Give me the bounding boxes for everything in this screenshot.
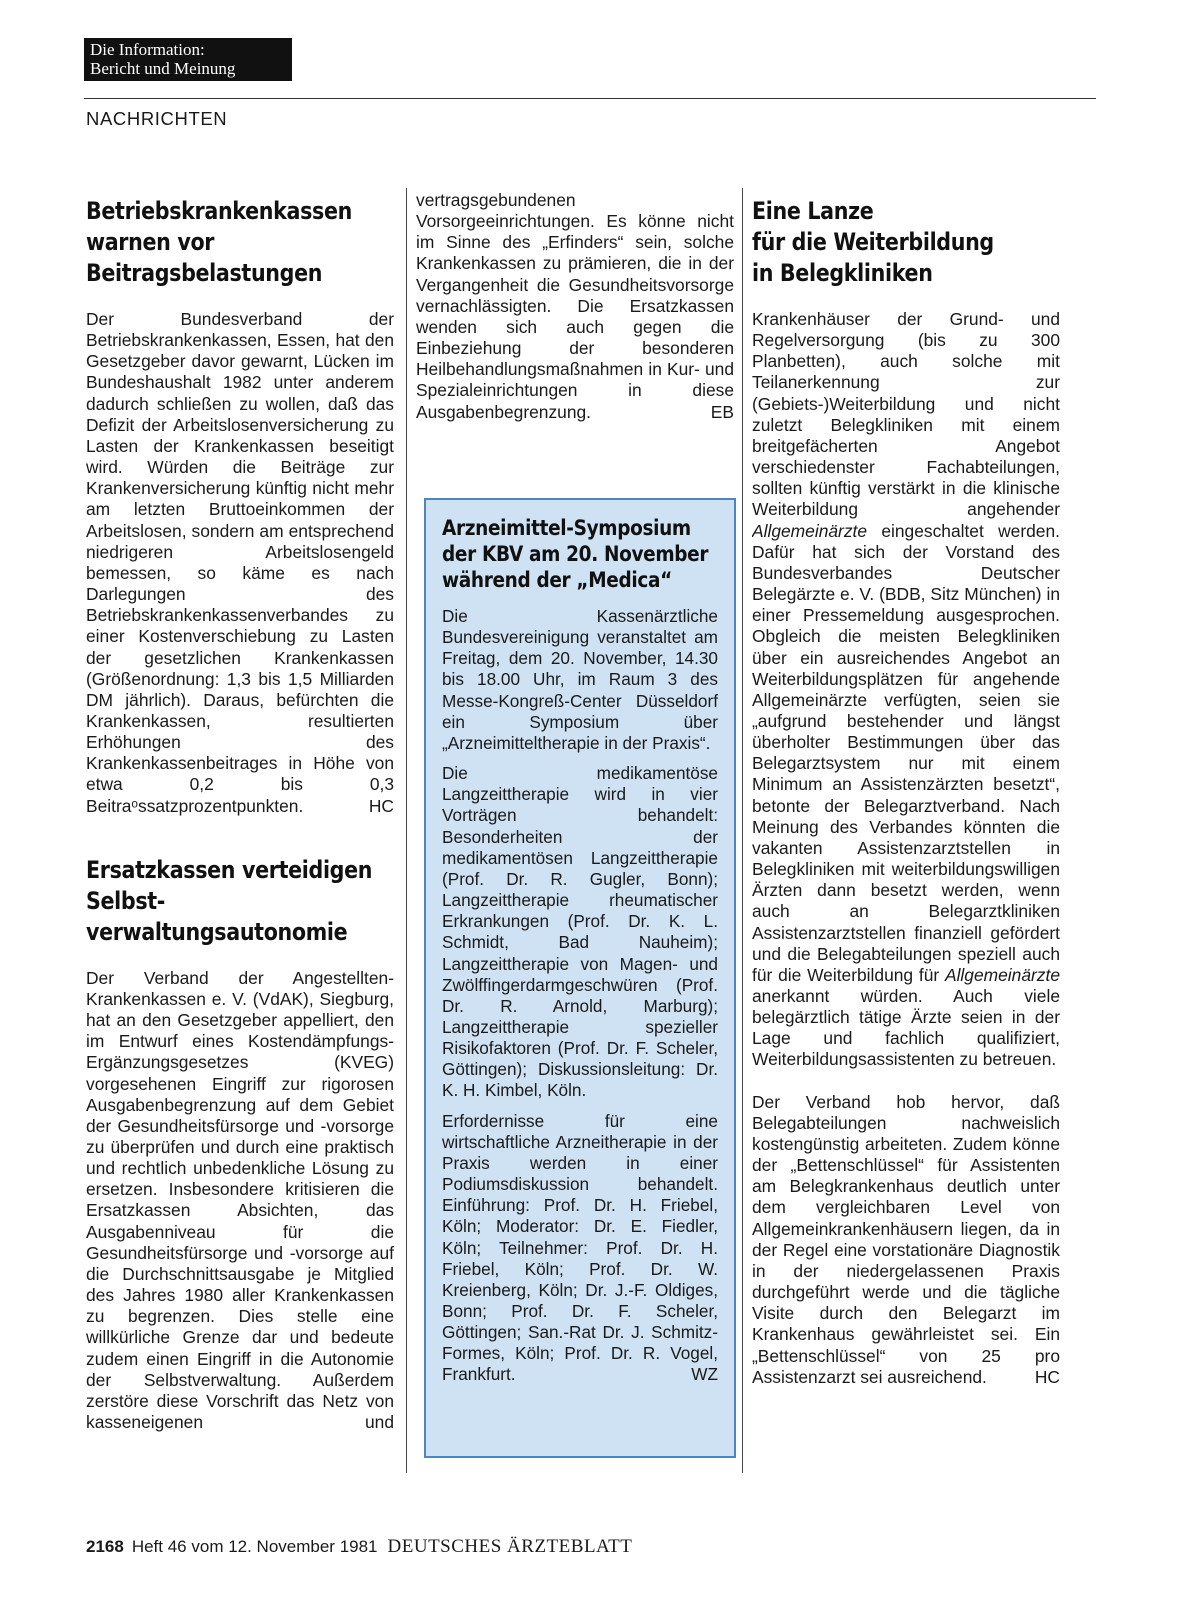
column-1 bbox=[86, 196, 394, 1486]
page-footer bbox=[86, 1536, 632, 1558]
article-2-signature: EB bbox=[710, 401, 734, 422]
article-3-title-line-3: in Belegkliniken bbox=[752, 259, 933, 287]
article-3-title-line-1: Eine Lanze bbox=[752, 197, 874, 225]
article-1-title-line-1: Betriebskrankenkassen bbox=[86, 197, 352, 225]
infobox-paragraph-2: Die medikamentöse Langzeittherapie wird in vier Vorträgen behandelt: Besonderheiten der medikamentösen Langzeittherapie (Prof. Dr. R. Gugler, Bonn); Langzeittherapie rheumatischer Erkrankungen (Prof. Dr. K. L. Schmidt, Bad Nauheim); Langzeittherapie von Magen- und Zwölffingerdarmgeschwüren (Prof. Dr. R. Arnold, Marburg); Langzeittherapie spezieller Risikofaktoren (Prof. Dr. F. Scheler, Göttingen); Diskussionsleitung: Dr. K. H. Kimbel, Köln. bbox=[442, 763, 718, 1101]
article-1-body bbox=[86, 309, 394, 817]
infobox-signature: WZ bbox=[691, 1364, 718, 1385]
article-3-p1-emphasis-2: Allgemeinärzte bbox=[944, 964, 1060, 985]
infobox-title-line-3: während der „Medica“ bbox=[442, 568, 672, 593]
article-3-paragraph-2 bbox=[752, 1092, 1060, 1388]
article-3-paragraph-1 bbox=[752, 309, 1060, 1071]
article-3-p1-emphasis-1: Allgemeinärzte bbox=[752, 520, 868, 541]
article-3-p1-end: anerkannt würden. Auch viele belegärztlich tätige Ärzte seien in der Lage und fachlich qualifiziert, Weiterbildungsassistenten zu betreuen. bbox=[752, 986, 1060, 1070]
article-2-title bbox=[86, 855, 373, 948]
infobox-title-line-2: der KBV am 20. November bbox=[442, 542, 709, 567]
article-2-continuation-text: vertragsgebundenen Vorsorgeeinrichtungen. Es könne nicht im Sinne des „Erfinders“ sein, solche Krankenkassen zu prämieren, die in der Vergangenheit die Gesundheitsvorsorge vernachlässigten. Die Ersatzkassen wenden sich auch gegen die Einbeziehung der besonderen Heilbehandlungsmaßnahmen in Kur- und Spezialeinrichtungen in diese Ausgabenbegrenzung. bbox=[416, 190, 734, 422]
column-divider-1 bbox=[406, 188, 407, 1473]
infobox-title-line-1: Arzneimittel-Symposium bbox=[442, 516, 691, 541]
article-3-p1-middle: eingeschaltet werden. Dafür hat sich der Vorstand des Bundesverbandes Deutscher Belegärzte e. V. (BDB, Sitz München) in einer Pressemeldung ausgesprochen. Obgleich die meisten Belegkliniken über ein ausreichendes Angebot an Weiterbildungsplätzen für angehende Allgemeinärzte verfügten, seien sie „aufgrund bestehender und längst überholter Bestimmungen über das Belegarztsystem nur mit einem Minimum an Assistenzärzten besetzt“, betonte der Belegarztverband. Nach Meinung des Verbandes könnten die vakanten Assistenzarztstellen in Belegkliniken mit weiterbildungswilligen Ärzten dann besetzt werden, wenn auch an Belegarztkliniken Assistenzarztstellen finanziell gefördert und die Belegabteilungen speziell auch für die Weiterbildung für bbox=[752, 520, 1060, 985]
article-1-signature: HC bbox=[368, 795, 394, 816]
article-3-p2-text: Der Verband hob hervor, daß Belegabteilungen nachweislich kostengünstig arbeiteten. Zudem könne der „Bettenschlüssel“ für Assistenten am Belegkrankenhaus deutlich unter dem vergleichbaren Level von Allgemeinkrankenhäusern liegen, da in der Regel eine vorstationäre Diagnostik in der niedergelassenen Praxis durchgeführt werde und die tägliche Visite durch den Belegarzt im Krankenhaus gewährleistet sei. Ein „Bettenschlüssel“ von 25 pro Assistenzarzt sei ausreichend. bbox=[752, 1091, 1060, 1387]
page-number: 2168 bbox=[86, 1537, 124, 1556]
infobox-paragraph-3-text: Erfordernisse für eine wirtschaftliche Arzneitherapie in der Praxis werden in einer Podiumsdiskussion behandelt. Einführung: Prof. Dr. H. Friebel, Köln; Moderator: Dr. E. Fiedler, Köln; Teilnehmer: Prof. Dr. H. Friebel, Köln; Prof. Dr. W. Kreienberg, Köln; Dr. J.-F. Oldiges, Bonn; Prof. Dr. F. Scheler, Göttingen; San.-Rat Dr. J. Schmitz-Formes, Köln; Prof. Dr. R. Vogel, Frankfurt. bbox=[442, 1110, 718, 1385]
header-rule bbox=[84, 98, 1096, 99]
section-label: NACHRICHTEN bbox=[86, 108, 228, 129]
infobox-title bbox=[442, 516, 709, 594]
column-2-top bbox=[416, 190, 734, 480]
infobox-paragraph-1: Die Kassenärztliche Bundesvereinigung veranstaltet am Freitag, dem 20. November, 14.30 bis 18.00 Uhr, im Raum 3 des Messe-Kongreß-Center Düsseldorf ein Symposium über „Arzneimitteltherapie in der Praxis“. bbox=[442, 606, 718, 753]
issue-info: Heft 46 vom 12. November 1981 bbox=[131, 1537, 378, 1556]
article-3-signature: HC bbox=[1034, 1366, 1060, 1387]
article-2-body: Der Verband der Angestellten-Krankenkassen e. V. (VdAK), Siegburg, hat an den Gesetzgeber appelliert, den im Entwurf eines Kostendämpfungs-Ergänzungsgesetzes (KVEG) vorgesehenen Eingriff zur rigorosen Ausgabenbegrenzung auf dem Gebiet der Gesundheitsfürsorge und -vorsorge zu überprüfen und durch eine praktisch und rechtlich unbedenkliche Lösung zu ersetzen. Insbesondere kritisieren die Ersatzkassen Absichten, das Ausgabenniveau für die Gesundheitsfürsorge und -vorsorge auf die Durchschnittsausgabe je Mitglied des Jahres 1980 aller Krankenkassen zu begrenzen. Dies stelle eine willkürliche Grenze dar und bedeute zudem einen Eingriff in die Autonomie der Selbstverwaltung. Außerdem zerstöre diese Vorschrift das Netz von kasseneigenen und bbox=[86, 967, 394, 1433]
article-2-title-line-2: Selbst- bbox=[86, 886, 166, 915]
article-2-title-line-3: verwaltungsautonomie bbox=[86, 917, 348, 946]
article-3 bbox=[752, 196, 1060, 1388]
article-3-p1-start: Krankenhäuser der Grund- und Regelversorgung (bis zu 300 Planbetten), auch solche mit Teilanerkennung zur (Gebiets-)Weiterbildung und nicht zuletzt Belegkliniken mit einem breitgefächerten Angebot verschiedenster Fachabteilungen, sollten künftig verstärkt in die klinische Weiterbildung angehender bbox=[752, 309, 1060, 520]
article-1-title bbox=[86, 196, 351, 289]
infobox-paragraph-3 bbox=[442, 1111, 718, 1386]
symposium-infobox bbox=[424, 498, 736, 1458]
article-1-title-line-3: Beitragsbelastungen bbox=[86, 259, 323, 287]
article-1-title-line-2: warnen vor bbox=[86, 228, 215, 256]
section-badge bbox=[84, 38, 292, 81]
badge-line-1: Die Information: bbox=[90, 40, 205, 59]
article-1 bbox=[86, 196, 394, 817]
column-3 bbox=[752, 196, 1060, 1486]
article-3-title-line-2: für die Weiterbildung bbox=[752, 228, 994, 256]
article-2-continuation bbox=[416, 190, 734, 423]
journal-name: DEUTSCHES ÄRZTEBLATT bbox=[387, 1536, 633, 1557]
article-2-title-line-1: Ersatzkassen verteidigen bbox=[86, 855, 373, 884]
article-2 bbox=[86, 855, 394, 1433]
badge-line-2: Bericht und Meinung bbox=[90, 59, 236, 78]
article-1-text: Der Bundesverband der Betriebskrankenkassen, Essen, hat den Gesetzgeber davor gewarnt, Lücken im Bundeshaushalt 1982 unter anderem dadurch schließen zu wollen, daß das Defizit der Arbeitslosenversicherung zu Lasten der Krankenkassen beseitigt wird. Würden die Beiträge zur Krankenversicherung künftig nicht mehr am letzten Bruttoeinkommen der Arbeitslosen, sondern am entsprechend niedrigeren Arbeitslosengeld bemessen, so käme es nach Darlegungen des Betriebskrankenkassenverbandes zu einer Kostenverschiebung zu Lasten der gesetzlichen Krankenkassen (Größenordnung: 1,3 bis 1,5 Milliarden DM jährlich). Daraus, befürchten die Krankenkassen, resultierten Erhöhungen des Krankenkassenbeitrages in Höhe von etwa 0,2 bis 0,3 Beitraᵒssatzprozentpunkten. bbox=[86, 309, 394, 816]
column-divider-2 bbox=[742, 188, 743, 1473]
article-3-title bbox=[752, 196, 1017, 289]
